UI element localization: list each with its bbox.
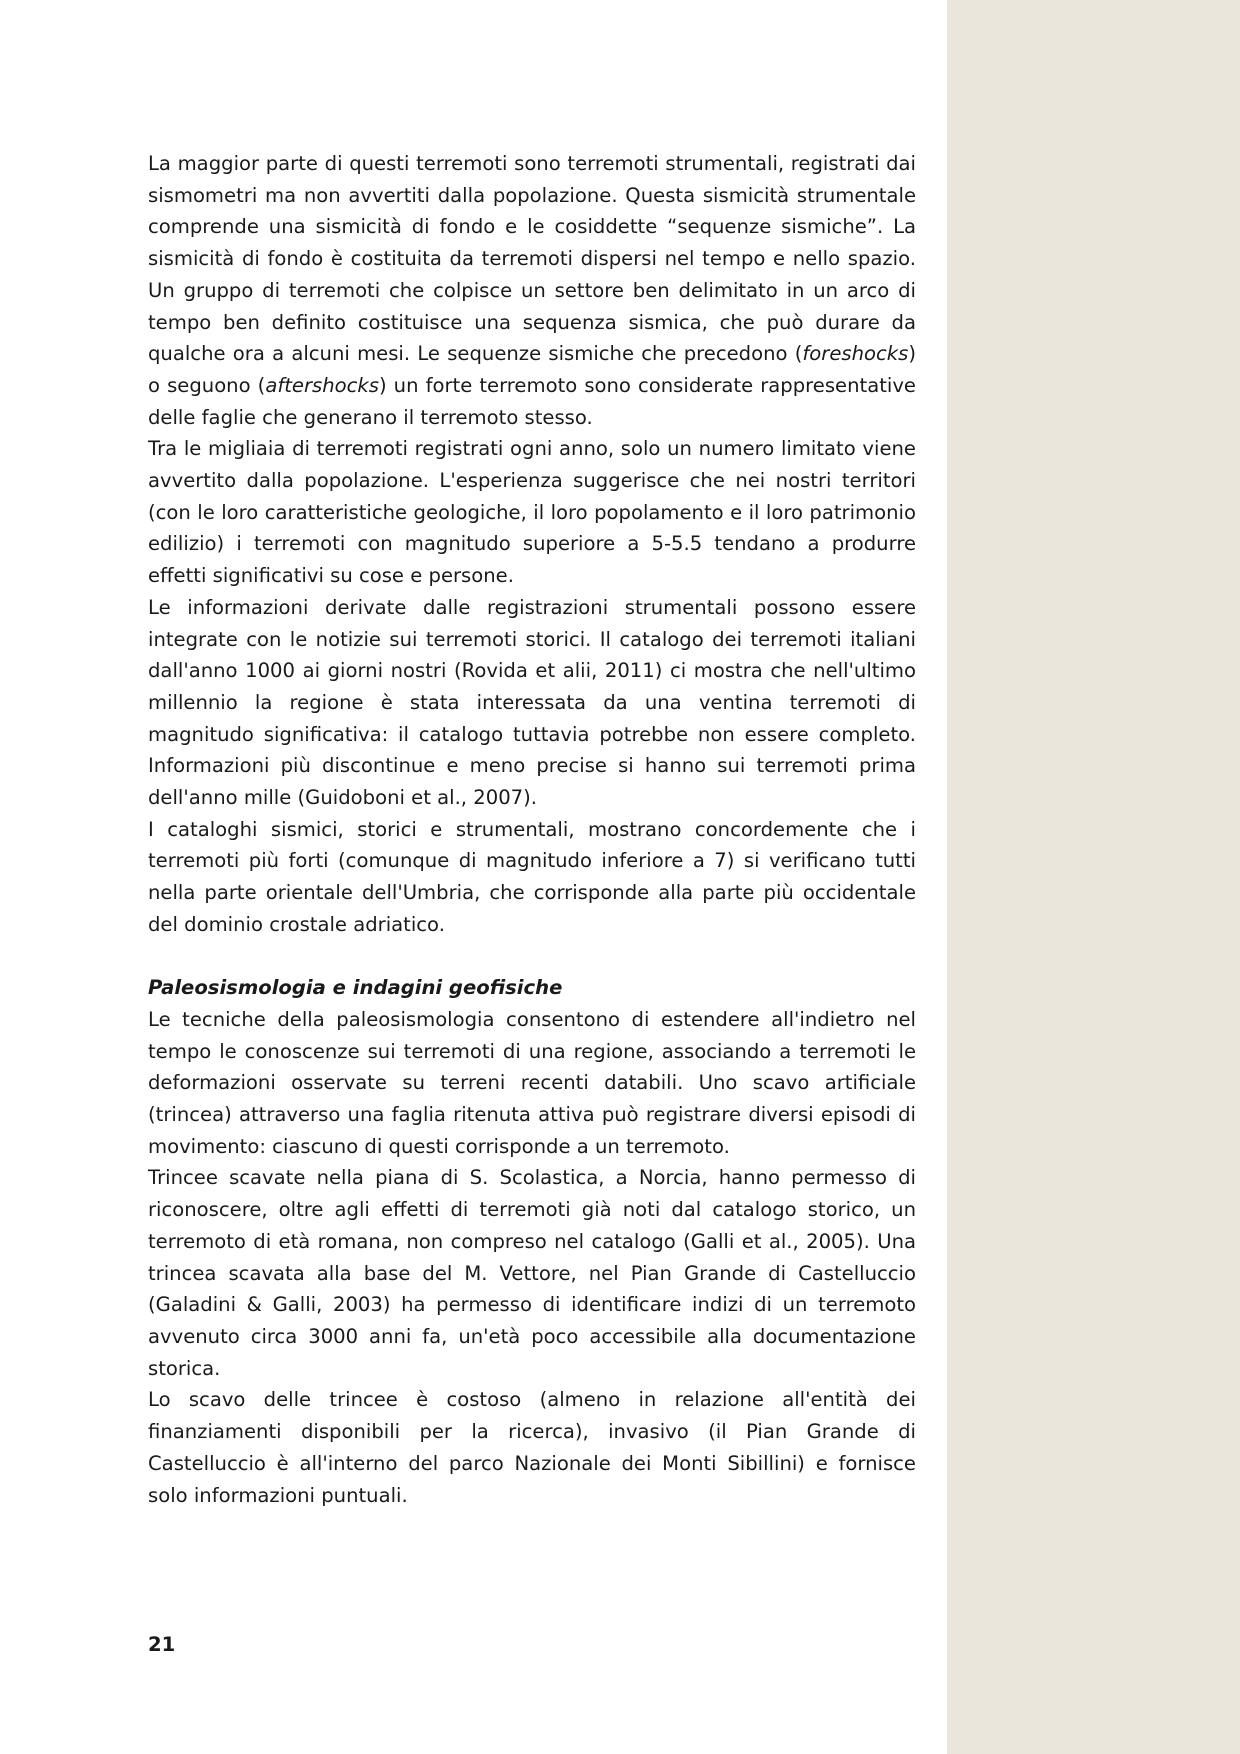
section-heading: Paleosismologia e indagini geofisiche [148,976,563,1000]
italic-term: foreshocks [802,342,909,366]
body-paragraph: Le informazioni derivate dalle registrazioni strumentali possono essere integrate con le notizie sui terremoti storici. Il catalogo dei terremoti italiani dall'anno 1000 ai giorni nostri (Rovida et alii, 2011) ci mostra che nell'ultimo millennio la regione è stata interessata da una ventina terremoti di magnitudo significativa: il catalogo tuttavia potrebbe non essere completo. Informazioni più discontinue e meno precise si hanno sui terremoti prima dell'anno mille (Guidoboni et al., 2007). [148,595,916,810]
body-paragraph: Tra le migliaia di terremoti registrati ogni anno, solo un numero limitato viene avvertito dalla popolazione. L'esperienza suggerisce che nei nostri territori (con le loro caratteristiche geologiche, il loro popolamento e il loro patrimonio edilizio) i terremoti con magnitudo superiore a 5-5.5 tendano a produrre effetti significativi su cose e persone. [148,437,916,588]
body-paragraph: Lo scavo delle trincee è costoso (almeno in relazione all'entità dei finanziamenti disponibili per la ricerca), invasivo (il Pian Grande di Castelluccio è all'interno del parco Nazionale dei Monti Sibillini) e fornisce solo informazioni puntuali. [148,1388,916,1507]
page-number: 21 [148,1633,176,1656]
body-paragraph [148,148,916,433]
page-content [148,148,916,1511]
paragraph-text: La maggior parte di questi terremoti sono terremoti strumentali, registrati dai sismometri ma non avvertiti dalla popolazione. Questa sismicità strumentale comprende una sismicità di fondo e le cosiddette “sequenze sismiche”. La sismicità di fondo è costituita da terremoti dispersi nel tempo e nello spazio. Un gruppo di terremoti che colpisce un settore ben delimitato in un arco di tempo ben definito costituisce una sequenza sismica, che può durare da qualche ora a alcuni mesi. Le sequenze sismiche che precedono ( [148,152,916,366]
body-paragraph: Trincee scavate nella piana di S. Scolastica, a Norcia, hanno permesso di riconoscere, oltre agli effetti di terremoti già noti dal catalogo storico, un terremoto di età romana, non compreso nel catalogo (Galli et al., 2005). Una trincea scavata alla base del M. Vettore, nel Pian Grande di Castelluccio (Galadini & Galli, 2003) ha permesso di identificare indizi di un terremoto avvenuto circa 3000 anni fa, un'età poco accessibile alla documentazione storica. [148,1166,916,1380]
body-paragraph: Le tecniche della paleosismologia consentono di estendere all'indietro nel tempo le conoscenze sui terremoti di una regione, associando a terremoti le deformazioni osservate su terreni recenti databili. Uno scavo artificiale (trincea) attraverso una faglia ritenuta attiva può registrare diversi episodi di movimento: ciascuno di questi corrisponde a un terremoto. [148,1007,916,1158]
paragraph-text: ) o seguono ( [148,342,916,397]
paragraph-text: ) un forte terremoto sono considerate rappresentative delle faglie che generano il terremoto stesso. [148,373,916,429]
italic-term: aftershocks [265,373,379,397]
side-band [947,0,1240,1754]
body-paragraph: I cataloghi sismici, storici e strumentali, mostrano concordemente che i terremoti più forti (comunque di magnitudo inferiore a 7) si verificano tutti nella parte orientale dell'Umbria, che corrisponde alla parte più occidentale del dominio crostale adriatico. [148,817,916,936]
